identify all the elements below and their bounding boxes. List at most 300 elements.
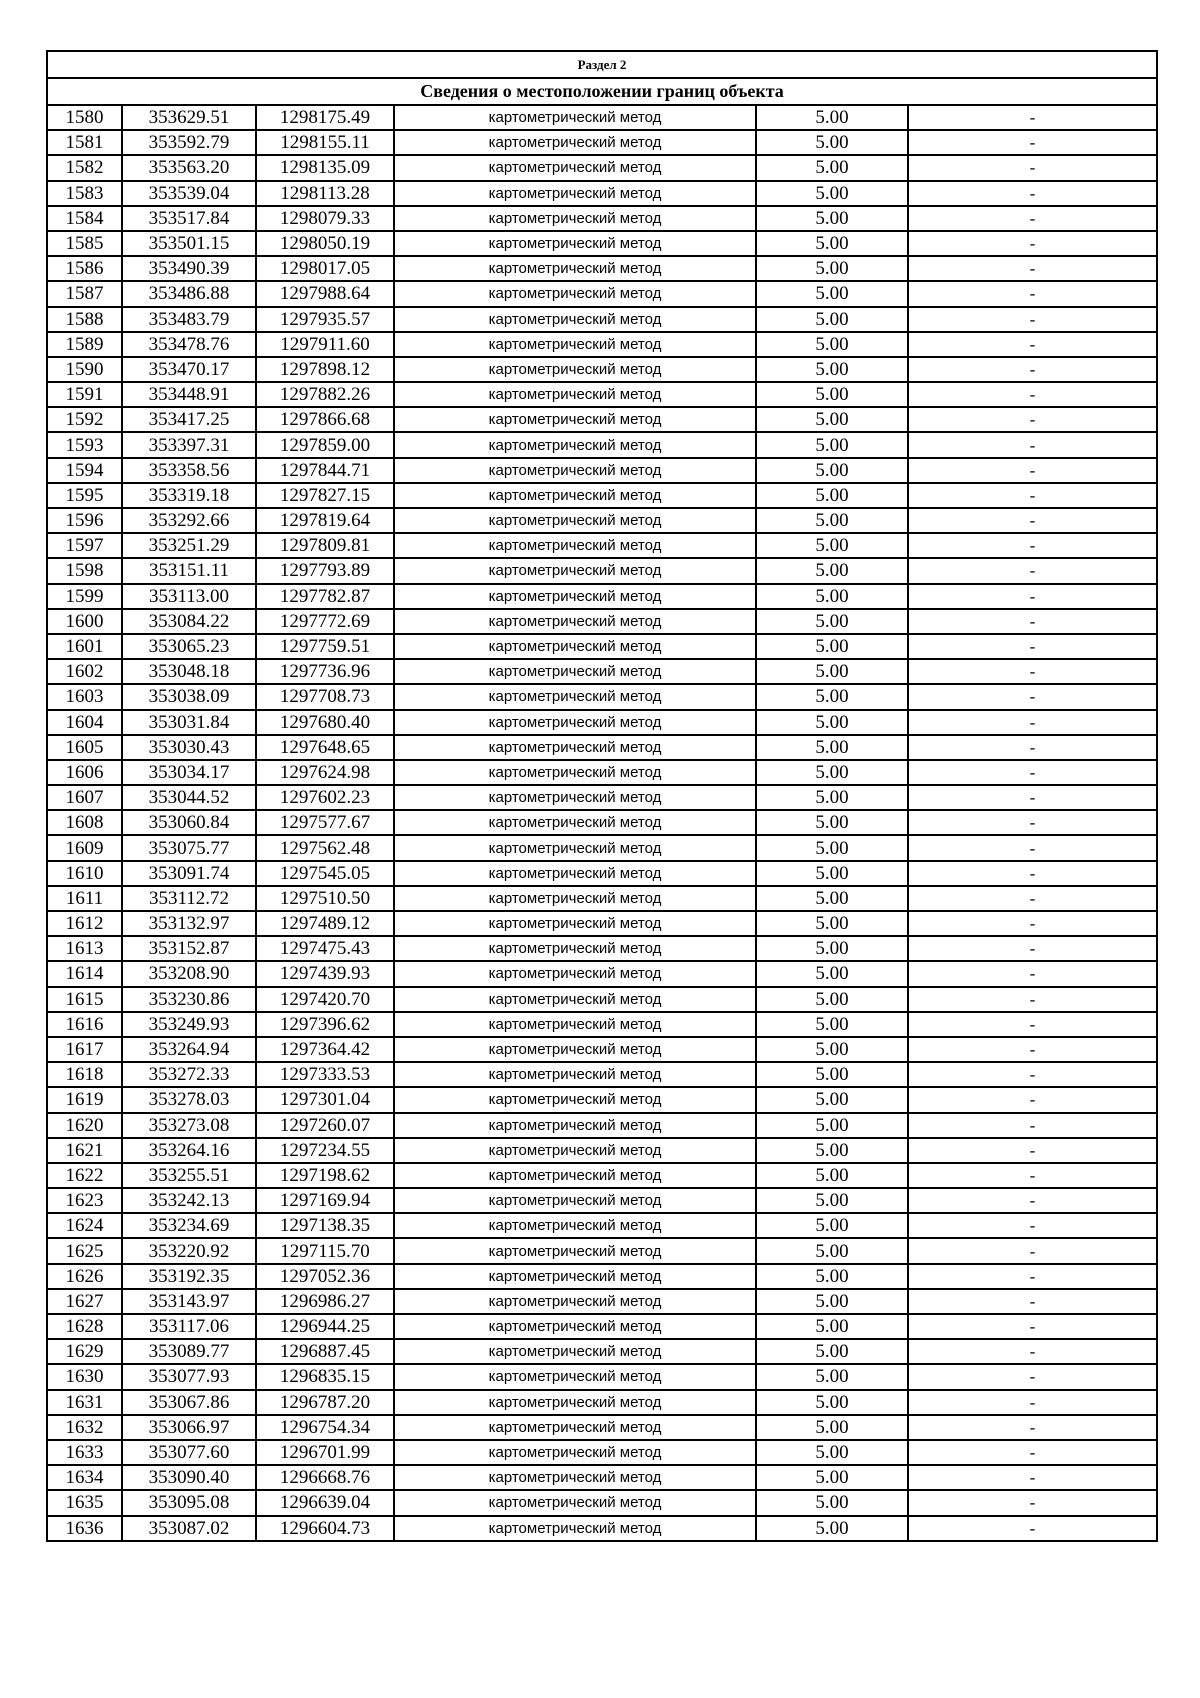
table-row — [47, 407, 1157, 432]
y-coordinate-cell: 1297844.71 — [256, 458, 394, 483]
table-row — [47, 609, 1157, 634]
y-coordinate-cell: 1296835.15 — [256, 1364, 394, 1389]
accuracy-cell: 5.00 — [756, 206, 908, 231]
method-cell: картометрический метод — [394, 382, 756, 407]
method-cell: картометрический метод — [394, 508, 756, 533]
x-coordinate-cell: 353234.69 — [122, 1213, 256, 1238]
description-cell: - — [908, 1113, 1157, 1138]
description-cell: - — [908, 1364, 1157, 1389]
accuracy-cell: 5.00 — [756, 609, 908, 634]
y-coordinate-cell: 1297819.64 — [256, 508, 394, 533]
accuracy-cell: 5.00 — [756, 1012, 908, 1037]
description-cell: - — [908, 861, 1157, 886]
point-number-cell: 1599 — [47, 584, 122, 609]
point-number-cell: 1587 — [47, 281, 122, 306]
table-title: Сведения о местоположении границ объекта — [47, 78, 1157, 105]
accuracy-cell: 5.00 — [756, 785, 908, 810]
y-coordinate-cell: 1297680.40 — [256, 710, 394, 735]
table-row — [47, 1163, 1157, 1188]
accuracy-cell: 5.00 — [756, 584, 908, 609]
table-row — [47, 785, 1157, 810]
y-coordinate-cell: 1297772.69 — [256, 609, 394, 634]
point-number-cell: 1628 — [47, 1314, 122, 1339]
table-row — [47, 1012, 1157, 1037]
description-cell: - — [908, 1264, 1157, 1289]
point-number-cell: 1630 — [47, 1364, 122, 1389]
point-number-cell: 1619 — [47, 1087, 122, 1112]
table-row — [47, 332, 1157, 357]
description-cell: - — [908, 1188, 1157, 1213]
method-cell: картометрический метод — [394, 710, 756, 735]
table-row — [47, 432, 1157, 457]
description-cell: - — [908, 1062, 1157, 1087]
x-coordinate-cell: 353319.18 — [122, 483, 256, 508]
y-coordinate-cell: 1297234.55 — [256, 1138, 394, 1163]
table-row — [47, 558, 1157, 583]
y-coordinate-cell: 1297562.48 — [256, 835, 394, 860]
method-cell: картометрический метод — [394, 1062, 756, 1087]
section-header-row — [47, 51, 1157, 78]
accuracy-cell: 5.00 — [756, 256, 908, 281]
x-coordinate-cell: 353132.97 — [122, 911, 256, 936]
accuracy-cell: 5.00 — [756, 1188, 908, 1213]
description-cell: - — [908, 835, 1157, 860]
method-cell: картометрический метод — [394, 307, 756, 332]
table-row — [47, 1037, 1157, 1062]
table-row — [47, 634, 1157, 659]
point-number-cell: 1631 — [47, 1390, 122, 1415]
method-cell: картометрический метод — [394, 1490, 756, 1515]
point-number-cell: 1636 — [47, 1516, 122, 1541]
method-cell: картометрический метод — [394, 961, 756, 986]
method-cell: картометрический метод — [394, 1314, 756, 1339]
y-coordinate-cell: 1296787.20 — [256, 1390, 394, 1415]
description-cell: - — [908, 1138, 1157, 1163]
y-coordinate-cell: 1297827.15 — [256, 483, 394, 508]
y-coordinate-cell: 1297898.12 — [256, 357, 394, 382]
x-coordinate-cell: 353087.02 — [122, 1516, 256, 1541]
method-cell: картометрический метод — [394, 231, 756, 256]
description-cell: - — [908, 1213, 1157, 1238]
method-cell: картометрический метод — [394, 458, 756, 483]
table-row — [47, 1213, 1157, 1238]
x-coordinate-cell: 353448.91 — [122, 382, 256, 407]
y-coordinate-cell: 1297439.93 — [256, 961, 394, 986]
method-cell: картометрический метод — [394, 1465, 756, 1490]
description-cell: - — [908, 634, 1157, 659]
y-coordinate-cell: 1297396.62 — [256, 1012, 394, 1037]
point-number-cell: 1615 — [47, 987, 122, 1012]
point-number-cell: 1618 — [47, 1062, 122, 1087]
point-number-cell: 1597 — [47, 533, 122, 558]
method-cell: картометрический метод — [394, 432, 756, 457]
accuracy-cell: 5.00 — [756, 710, 908, 735]
y-coordinate-cell: 1296986.27 — [256, 1289, 394, 1314]
table-row — [47, 911, 1157, 936]
accuracy-cell: 5.00 — [756, 1289, 908, 1314]
method-cell: картометрический метод — [394, 206, 756, 231]
point-number-cell: 1632 — [47, 1415, 122, 1440]
method-cell: картометрический метод — [394, 281, 756, 306]
point-number-cell: 1609 — [47, 835, 122, 860]
point-number-cell: 1585 — [47, 231, 122, 256]
method-cell: картометрический метод — [394, 584, 756, 609]
boundary-table — [46, 50, 1158, 1542]
description-cell: - — [908, 1087, 1157, 1112]
method-cell: картометрический метод — [394, 1213, 756, 1238]
y-coordinate-cell: 1297260.07 — [256, 1113, 394, 1138]
x-coordinate-cell: 353517.84 — [122, 206, 256, 231]
point-number-cell: 1606 — [47, 760, 122, 785]
method-cell: картометрический метод — [394, 1415, 756, 1440]
point-number-cell: 1611 — [47, 886, 122, 911]
point-number-cell: 1600 — [47, 609, 122, 634]
y-coordinate-cell: 1297624.98 — [256, 760, 394, 785]
description-cell: - — [908, 911, 1157, 936]
table-row — [47, 130, 1157, 155]
point-number-cell: 1629 — [47, 1339, 122, 1364]
y-coordinate-cell: 1296887.45 — [256, 1339, 394, 1364]
description-cell: - — [908, 357, 1157, 382]
table-row — [47, 735, 1157, 760]
y-coordinate-cell: 1296668.76 — [256, 1465, 394, 1490]
method-cell: картометрический метод — [394, 1390, 756, 1415]
x-coordinate-cell: 353066.97 — [122, 1415, 256, 1440]
x-coordinate-cell: 353075.77 — [122, 835, 256, 860]
point-number-cell: 1626 — [47, 1264, 122, 1289]
method-cell: картометрический метод — [394, 684, 756, 709]
table-row — [47, 281, 1157, 306]
description-cell: - — [908, 483, 1157, 508]
method-cell: картометрический метод — [394, 1339, 756, 1364]
description-cell: - — [908, 281, 1157, 306]
table-row — [47, 1062, 1157, 1087]
method-cell: картометрический метод — [394, 558, 756, 583]
y-coordinate-cell: 1297708.73 — [256, 684, 394, 709]
method-cell: картометрический метод — [394, 1138, 756, 1163]
description-cell: - — [908, 735, 1157, 760]
y-coordinate-cell: 1297420.70 — [256, 987, 394, 1012]
table-row — [47, 760, 1157, 785]
x-coordinate-cell: 353230.86 — [122, 987, 256, 1012]
accuracy-cell: 5.00 — [756, 1163, 908, 1188]
table-row — [47, 1440, 1157, 1465]
y-coordinate-cell: 1297489.12 — [256, 911, 394, 936]
table-row — [47, 584, 1157, 609]
x-coordinate-cell: 353220.92 — [122, 1238, 256, 1263]
accuracy-cell: 5.00 — [756, 533, 908, 558]
description-cell: - — [908, 1012, 1157, 1037]
method-cell: картометрический метод — [394, 1289, 756, 1314]
description-cell: - — [908, 659, 1157, 684]
point-number-cell: 1607 — [47, 785, 122, 810]
accuracy-cell: 5.00 — [756, 1339, 908, 1364]
point-number-cell: 1634 — [47, 1465, 122, 1490]
table-row — [47, 231, 1157, 256]
method-cell: картометрический метод — [394, 155, 756, 180]
method-cell: картометрический метод — [394, 1087, 756, 1112]
table-row — [47, 256, 1157, 281]
point-number-cell: 1593 — [47, 432, 122, 457]
accuracy-cell: 5.00 — [756, 1238, 908, 1263]
accuracy-cell: 5.00 — [756, 1490, 908, 1515]
accuracy-cell: 5.00 — [756, 281, 908, 306]
description-cell: - — [908, 1037, 1157, 1062]
point-number-cell: 1581 — [47, 130, 122, 155]
x-coordinate-cell: 353272.33 — [122, 1062, 256, 1087]
x-coordinate-cell: 353292.66 — [122, 508, 256, 533]
x-coordinate-cell: 353501.15 — [122, 231, 256, 256]
x-coordinate-cell: 353486.88 — [122, 281, 256, 306]
point-number-cell: 1596 — [47, 508, 122, 533]
point-number-cell: 1590 — [47, 357, 122, 382]
description-cell: - — [908, 584, 1157, 609]
accuracy-cell: 5.00 — [756, 1087, 908, 1112]
y-coordinate-cell: 1298155.11 — [256, 130, 394, 155]
x-coordinate-cell: 353264.16 — [122, 1138, 256, 1163]
x-coordinate-cell: 353077.60 — [122, 1440, 256, 1465]
point-number-cell: 1583 — [47, 181, 122, 206]
y-coordinate-cell: 1297198.62 — [256, 1163, 394, 1188]
table-row — [47, 483, 1157, 508]
table-row — [47, 1113, 1157, 1138]
description-cell: - — [908, 710, 1157, 735]
method-cell: картометрический метод — [394, 1012, 756, 1037]
y-coordinate-cell: 1296604.73 — [256, 1516, 394, 1541]
y-coordinate-cell: 1297793.89 — [256, 558, 394, 583]
point-number-cell: 1621 — [47, 1138, 122, 1163]
table-row — [47, 936, 1157, 961]
description-cell: - — [908, 558, 1157, 583]
table-row — [47, 533, 1157, 558]
y-coordinate-cell: 1296639.04 — [256, 1490, 394, 1515]
y-coordinate-cell: 1297169.94 — [256, 1188, 394, 1213]
description-cell: - — [908, 1339, 1157, 1364]
x-coordinate-cell: 353113.00 — [122, 584, 256, 609]
table-row — [47, 1364, 1157, 1389]
x-coordinate-cell: 353251.29 — [122, 533, 256, 558]
x-coordinate-cell: 353264.94 — [122, 1037, 256, 1062]
y-coordinate-cell: 1297052.36 — [256, 1264, 394, 1289]
x-coordinate-cell: 353563.20 — [122, 155, 256, 180]
x-coordinate-cell: 353117.06 — [122, 1314, 256, 1339]
table-row — [47, 659, 1157, 684]
description-cell: - — [908, 961, 1157, 986]
accuracy-cell: 5.00 — [756, 634, 908, 659]
accuracy-cell: 5.00 — [756, 307, 908, 332]
description-cell: - — [908, 760, 1157, 785]
x-coordinate-cell: 353030.43 — [122, 735, 256, 760]
point-number-cell: 1591 — [47, 382, 122, 407]
document-page — [46, 50, 1156, 1542]
method-cell: картометрический метод — [394, 886, 756, 911]
description-cell: - — [908, 382, 1157, 407]
method-cell: картометрический метод — [394, 1364, 756, 1389]
table-row — [47, 206, 1157, 231]
point-number-cell: 1588 — [47, 307, 122, 332]
y-coordinate-cell: 1297809.81 — [256, 533, 394, 558]
accuracy-cell: 5.00 — [756, 1390, 908, 1415]
x-coordinate-cell: 353048.18 — [122, 659, 256, 684]
x-coordinate-cell: 353091.74 — [122, 861, 256, 886]
table-row — [47, 1339, 1157, 1364]
y-coordinate-cell: 1297736.96 — [256, 659, 394, 684]
section-label: Раздел 2 — [47, 51, 1157, 78]
accuracy-cell: 5.00 — [756, 835, 908, 860]
point-number-cell: 1584 — [47, 206, 122, 231]
description-cell: - — [908, 181, 1157, 206]
y-coordinate-cell: 1297545.05 — [256, 861, 394, 886]
y-coordinate-cell: 1297364.42 — [256, 1037, 394, 1062]
table-row — [47, 1238, 1157, 1263]
description-cell: - — [908, 533, 1157, 558]
accuracy-cell: 5.00 — [756, 1364, 908, 1389]
accuracy-cell: 5.00 — [756, 105, 908, 130]
description-cell: - — [908, 810, 1157, 835]
table-row — [47, 684, 1157, 709]
point-number-cell: 1582 — [47, 155, 122, 180]
point-number-cell: 1603 — [47, 684, 122, 709]
table-row — [47, 1465, 1157, 1490]
description-cell: - — [908, 1163, 1157, 1188]
y-coordinate-cell: 1296944.25 — [256, 1314, 394, 1339]
accuracy-cell: 5.00 — [756, 508, 908, 533]
method-cell: картометрический метод — [394, 181, 756, 206]
x-coordinate-cell: 353077.93 — [122, 1364, 256, 1389]
method-cell: картометрический метод — [394, 785, 756, 810]
y-coordinate-cell: 1297648.65 — [256, 735, 394, 760]
point-number-cell: 1627 — [47, 1289, 122, 1314]
table-row — [47, 1264, 1157, 1289]
accuracy-cell: 5.00 — [756, 1440, 908, 1465]
accuracy-cell: 5.00 — [756, 1113, 908, 1138]
accuracy-cell: 5.00 — [756, 886, 908, 911]
point-number-cell: 1586 — [47, 256, 122, 281]
title-row — [47, 78, 1157, 105]
method-cell: картометрический метод — [394, 810, 756, 835]
x-coordinate-cell: 353084.22 — [122, 609, 256, 634]
table-row — [47, 155, 1157, 180]
description-cell: - — [908, 206, 1157, 231]
method-cell: картометрический метод — [394, 936, 756, 961]
point-number-cell: 1625 — [47, 1238, 122, 1263]
point-number-cell: 1612 — [47, 911, 122, 936]
table-row — [47, 181, 1157, 206]
point-number-cell: 1620 — [47, 1113, 122, 1138]
accuracy-cell: 5.00 — [756, 1314, 908, 1339]
method-cell: картометрический метод — [394, 1113, 756, 1138]
point-number-cell: 1622 — [47, 1163, 122, 1188]
x-coordinate-cell: 353483.79 — [122, 307, 256, 332]
accuracy-cell: 5.00 — [756, 735, 908, 760]
method-cell: картометрический метод — [394, 130, 756, 155]
description-cell: - — [908, 1465, 1157, 1490]
y-coordinate-cell: 1298079.33 — [256, 206, 394, 231]
y-coordinate-cell: 1296701.99 — [256, 1440, 394, 1465]
description-cell: - — [908, 256, 1157, 281]
description-cell: - — [908, 508, 1157, 533]
table-row — [47, 1188, 1157, 1213]
x-coordinate-cell: 353152.87 — [122, 936, 256, 961]
y-coordinate-cell: 1298050.19 — [256, 231, 394, 256]
point-number-cell: 1623 — [47, 1188, 122, 1213]
description-cell: - — [908, 785, 1157, 810]
table-row — [47, 1138, 1157, 1163]
x-coordinate-cell: 353490.39 — [122, 256, 256, 281]
y-coordinate-cell: 1298135.09 — [256, 155, 394, 180]
accuracy-cell: 5.00 — [756, 810, 908, 835]
accuracy-cell: 5.00 — [756, 1062, 908, 1087]
accuracy-cell: 5.00 — [756, 911, 908, 936]
method-cell: картометрический метод — [394, 1264, 756, 1289]
y-coordinate-cell: 1297577.67 — [256, 810, 394, 835]
accuracy-cell: 5.00 — [756, 155, 908, 180]
table-row — [47, 508, 1157, 533]
description-cell: - — [908, 609, 1157, 634]
method-cell: картометрический метод — [394, 861, 756, 886]
description-cell: - — [908, 1440, 1157, 1465]
description-cell: - — [908, 1516, 1157, 1541]
x-coordinate-cell: 353417.25 — [122, 407, 256, 432]
accuracy-cell: 5.00 — [756, 458, 908, 483]
x-coordinate-cell: 353095.08 — [122, 1490, 256, 1515]
y-coordinate-cell: 1297866.68 — [256, 407, 394, 432]
y-coordinate-cell: 1297935.57 — [256, 307, 394, 332]
accuracy-cell: 5.00 — [756, 558, 908, 583]
description-cell: - — [908, 231, 1157, 256]
point-number-cell: 1602 — [47, 659, 122, 684]
accuracy-cell: 5.00 — [756, 861, 908, 886]
description-cell: - — [908, 886, 1157, 911]
method-cell: картометрический метод — [394, 911, 756, 936]
y-coordinate-cell: 1297115.70 — [256, 1238, 394, 1263]
x-coordinate-cell: 353273.08 — [122, 1113, 256, 1138]
y-coordinate-cell: 1297859.00 — [256, 432, 394, 457]
x-coordinate-cell: 353031.84 — [122, 710, 256, 735]
x-coordinate-cell: 353060.84 — [122, 810, 256, 835]
x-coordinate-cell: 353592.79 — [122, 130, 256, 155]
table-row — [47, 1415, 1157, 1440]
table-row — [47, 961, 1157, 986]
point-number-cell: 1610 — [47, 861, 122, 886]
table-row — [47, 105, 1157, 130]
point-number-cell: 1616 — [47, 1012, 122, 1037]
accuracy-cell: 5.00 — [756, 1465, 908, 1490]
table-body — [47, 51, 1157, 1541]
table-row — [47, 382, 1157, 407]
method-cell: картометрический метод — [394, 1516, 756, 1541]
x-coordinate-cell: 353470.17 — [122, 357, 256, 382]
accuracy-cell: 5.00 — [756, 357, 908, 382]
description-cell: - — [908, 1390, 1157, 1415]
accuracy-cell: 5.00 — [756, 987, 908, 1012]
point-number-cell: 1635 — [47, 1490, 122, 1515]
point-number-cell: 1605 — [47, 735, 122, 760]
accuracy-cell: 5.00 — [756, 332, 908, 357]
accuracy-cell: 5.00 — [756, 181, 908, 206]
accuracy-cell: 5.00 — [756, 961, 908, 986]
x-coordinate-cell: 353278.03 — [122, 1087, 256, 1112]
point-number-cell: 1589 — [47, 332, 122, 357]
method-cell: картометрический метод — [394, 987, 756, 1012]
x-coordinate-cell: 353255.51 — [122, 1163, 256, 1188]
description-cell: - — [908, 684, 1157, 709]
y-coordinate-cell: 1297475.43 — [256, 936, 394, 961]
method-cell: картометрический метод — [394, 105, 756, 130]
description-cell: - — [908, 458, 1157, 483]
x-coordinate-cell: 353034.17 — [122, 760, 256, 785]
method-cell: картометрический метод — [394, 735, 756, 760]
